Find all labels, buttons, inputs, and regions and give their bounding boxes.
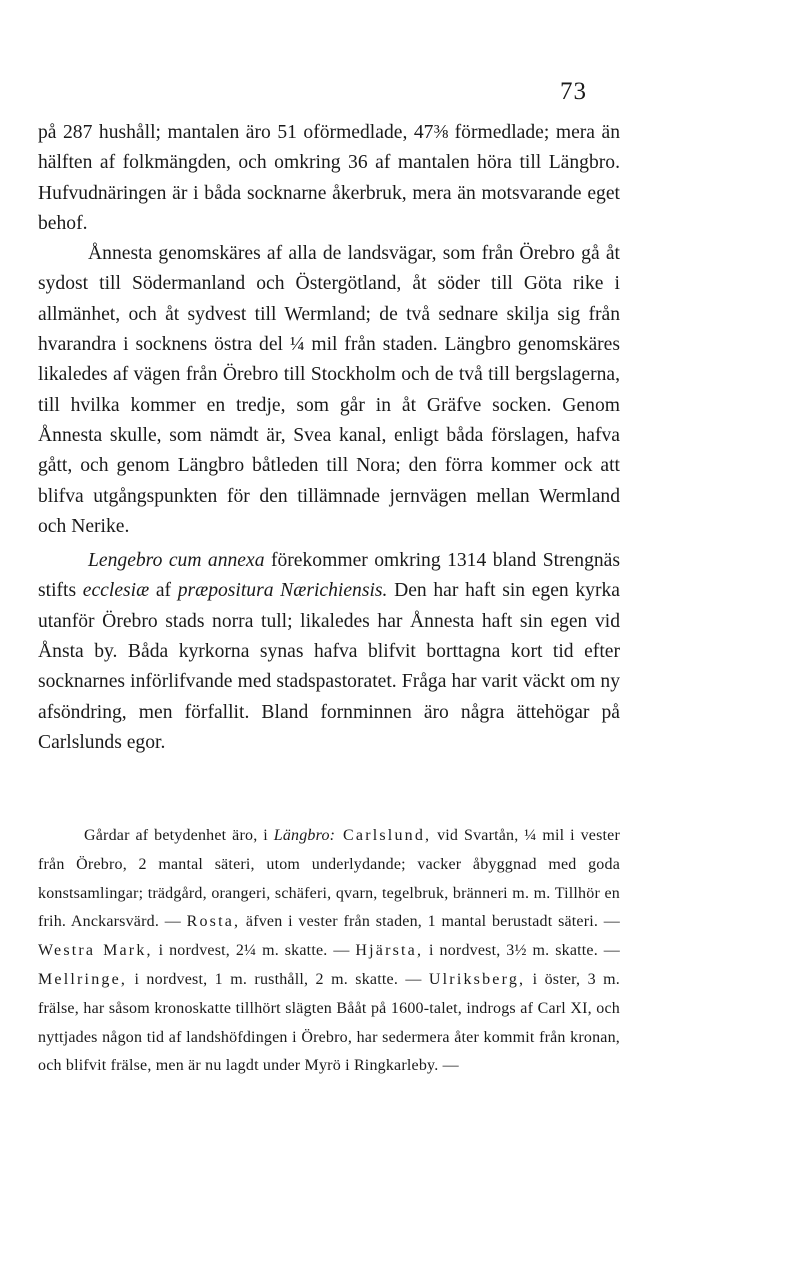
- estate-hjarsta: Hjärsta,: [355, 942, 424, 960]
- paragraph-1: på 287 hushåll; mantalen äro 51 oförmedlade, 47⅜ förmedlade; mera än hälften af folkmängden, och omkring 36 af mantalen höra till Längbro. Hufvudnäringen är i båda socknarne åkerbruk, mera än motsvarande eget behof.: [38, 122, 620, 234]
- estate-carlslund: Carlslund,: [335, 827, 432, 844]
- paragraph-3-text-3: Den har haft sin egen kyrka utanför Örebro stads norra tull; likaledes har Ånnesta haft sin egen vid Ånsta by. Båda kyrkorna synas hafva blifvit borttagna kort tid efter socknarnes införlifvande med stadspastoratet. Fråga har varit väckt om ny afsöndring, men förfallit. Bland fornminnen äro några ättehögar på Carlslunds egor.: [38, 580, 620, 753]
- estates-parish: Längbro:: [273, 827, 336, 844]
- estates-text-3: äfven i vester från staden, 1 mantal berustadt säteri. —: [240, 913, 620, 931]
- estates-text-2: vid Svartån, ¼ mil i vester från Örebro, 2 mantal säteri, utom underlydande; vacker åbyggnad med goda konstsamlingar; trädgård, orangeri, schäferi, qvarn, tegelbruk, bränneri m. m. Tillhör en frih. Anckarsvärd. —: [38, 827, 620, 931]
- estates-text-1: Gårdar af betydenhet äro, i: [84, 827, 274, 844]
- estates-text-7: i öster, 3 m. frälse, har såsom kronoskatte tillhört slägten Bååt på 1600-talet, indrogs af Carl XI, och nyttjades någon tid af landshöfdingen i Örebro, har sedermera åter kommit från kronan, och blifvit frälse, men är nu lagdt under Myrö i Ringkarleby. —: [38, 970, 620, 1075]
- paragraph-3-text-2: af: [149, 580, 178, 602]
- latin-praepositura: præpositura Nærichiensis.: [177, 580, 388, 602]
- footnote-text: [38, 822, 620, 1081]
- paragraph-3: [38, 546, 620, 758]
- estate-ulriksberg: Ulriksberg,: [428, 970, 526, 988]
- estates-paragraph: [38, 822, 620, 1081]
- estates-text-6: i nordvest, 1 m. rusthåll, 2 m. skatte. —: [127, 970, 429, 988]
- page-number: 73: [560, 78, 587, 105]
- latin-ecclesiae: ecclesiæ: [82, 580, 150, 602]
- paragraph-2: Ånnesta genomskäres af alla de landsvägar, som från Örebro gå åt sydost till Södermanland och Östergötland, åt söder till Göta rike i allmänhet, och åt sydvest till Wermland; de två sednare skilja sig från hvarandra i socknens östra del ¼ mil från staden. Längbro genomskäres likaledes af vägen från Örebro till Stockholm och de två till bergslagerna, till hvilka kommer en tredje, som går in åt Gräfve socken. Genom Ånnesta skulle, som nämdt är, Svea kanal, enligt båda förslagen, hafva gått, och genom Längbro båtleden till Nora; den förra kommer ock att blifva utgångspunkten för den tillämnade jernvägen mellan Wermland och Nerike.: [38, 243, 620, 537]
- estate-rosta: Rosta,: [186, 913, 241, 931]
- estate-westra-mark: Westra Mark,: [38, 942, 153, 960]
- estates-text-4: i nordvest, 2¼ m. skatte. —: [152, 942, 356, 960]
- paragraph-3-text-1: förekommer omkring 1314 bland Strengnäs stifts: [38, 550, 620, 602]
- main-text: [38, 118, 620, 758]
- estate-mellringe: Mellringe,: [38, 970, 128, 988]
- estates-text-5: i nordvest, 3½ m. skatte. —: [423, 942, 620, 960]
- latin-title: Lengebro cum annexa: [88, 550, 265, 572]
